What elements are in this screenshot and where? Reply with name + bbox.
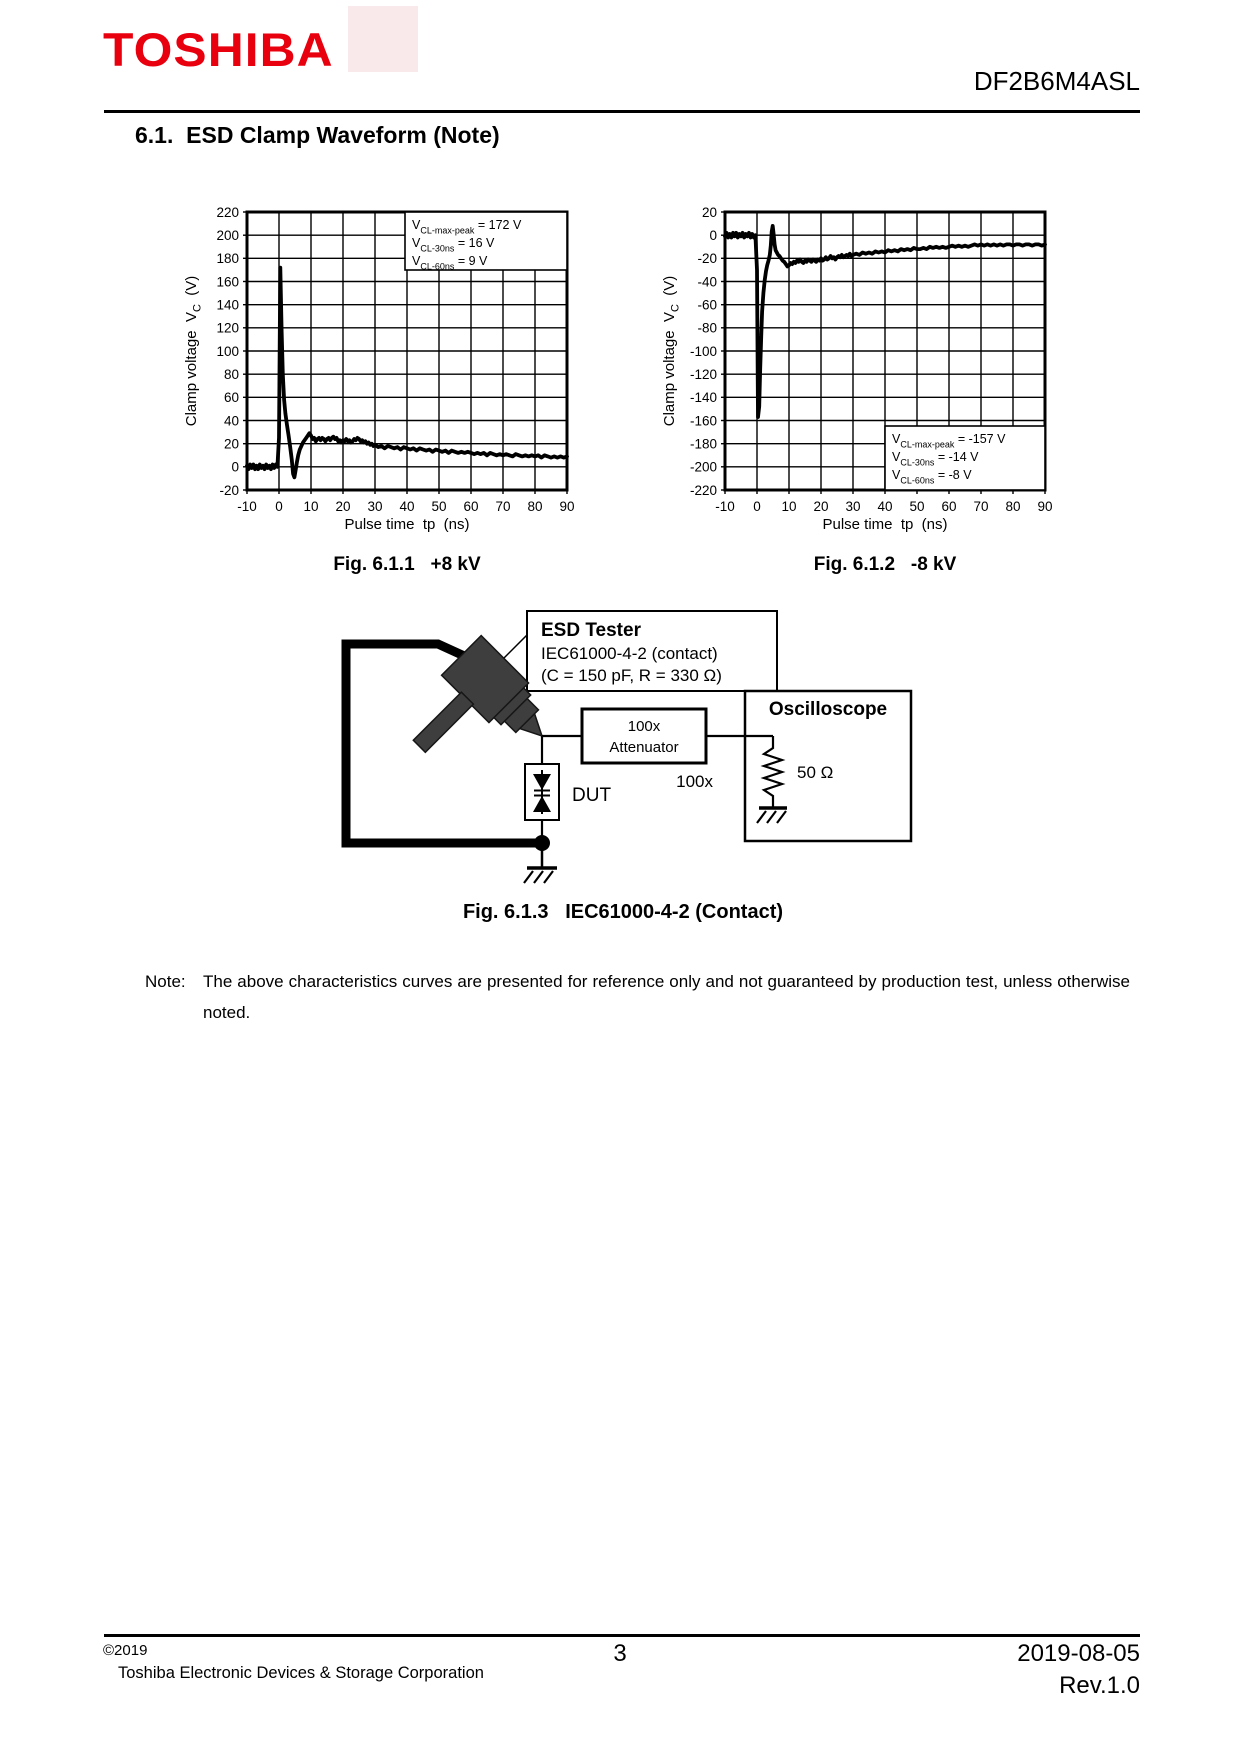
y-tick-label: 140	[216, 297, 239, 313]
scan-artifact	[348, 6, 418, 72]
note-label: Note:	[145, 972, 186, 991]
note-block	[145, 966, 1130, 1028]
y-tick-label: -140	[689, 390, 717, 406]
y-tick-label: 120	[216, 320, 239, 336]
x-tick-label: 20	[335, 499, 351, 514]
measurement-annotation: $V_{CL-60ns}$ $^{= -8 V}$	[892, 468, 972, 486]
x-tick-label: -10	[237, 499, 257, 514]
measurement-annotation: $V_{CL-30ns}$ $^{= 16 V}$	[412, 236, 495, 254]
ground-hatch	[534, 871, 543, 883]
esd-tester-title: ESD Tester	[541, 620, 641, 641]
fig-6-1-1-caption: Fig. 6.1.1 +8 kV	[333, 554, 481, 575]
x-tick-label: 0	[753, 499, 761, 514]
y-tick-label: 220	[216, 204, 239, 220]
footer-date: 2019-08-05	[1017, 1640, 1140, 1667]
y-tick-label: 0	[231, 459, 239, 475]
y-tick-label: 100	[216, 343, 239, 359]
y-tick-label: -40	[697, 274, 717, 290]
part-number: DF2B6M4ASL	[973, 66, 1140, 96]
measurement-annotation: $V_{CL-max-peak}$ $^{= -157 V}$	[892, 432, 1006, 450]
y-tick-label: 20	[223, 436, 239, 452]
x-tick-label: 60	[463, 499, 479, 514]
y-tick-label: 60	[223, 390, 239, 406]
footer-rule	[104, 1634, 1140, 1637]
oscilloscope-label: Oscilloscope	[768, 699, 888, 720]
y-tick-label: 160	[216, 274, 239, 290]
y-tick-label: -120	[689, 367, 717, 382]
dut-label: DUT	[572, 785, 612, 806]
x-tick-label: 30	[845, 499, 861, 514]
y-tick-label: 40	[223, 413, 239, 429]
y-axis-title: Clamp voltage $V_C$ (V)	[183, 275, 204, 427]
y-tick-label: 0	[709, 228, 717, 243]
test-circuit-diagram	[300, 590, 940, 910]
esd-gun-handle	[413, 692, 473, 752]
measurement-annotation: $V_{CL-60ns}$ $^{= 9 V}$	[412, 254, 488, 272]
y-tick-label: -80	[697, 320, 717, 336]
y-tick-label: 80	[223, 367, 239, 382]
footer-revision: Rev.1.0	[1059, 1672, 1140, 1699]
measurement-annotation: $V_{CL-max-peak}$ $^{= 172 V}$	[412, 218, 522, 236]
y-tick-label: -160	[689, 413, 717, 429]
y-tick-label: 200	[216, 228, 239, 243]
esd-tester-parameters: (C = 150 pF, R = 330 Ω)	[541, 666, 722, 685]
attenuator-label: Attenuator	[609, 739, 679, 756]
x-tick-label: 50	[431, 499, 447, 514]
y-tick-label: 180	[216, 251, 239, 267]
x-axis-title: Pulse time tp (ns)	[822, 516, 948, 533]
clamp-waveform-plot	[167, 198, 597, 543]
esd-tester-standard: IEC61000-4-2 (contact)	[541, 644, 718, 663]
x-tick-label: 40	[399, 499, 415, 514]
toshiba-logo: TOSHIBA	[103, 23, 334, 76]
y-tick-label: -60	[697, 297, 717, 313]
footer-copyright: ©2019	[103, 1642, 148, 1659]
x-tick-label: -10	[715, 499, 735, 514]
fig-6-1-2-caption: Fig. 6.1.2 -8 kV	[813, 554, 957, 575]
x-tick-label: 70	[495, 499, 511, 514]
x-tick-label: 50	[909, 499, 925, 514]
x-tick-label: 20	[813, 499, 829, 514]
attenuator-factor: 100x	[627, 718, 661, 735]
y-axis-title: Clamp voltage $V_C$ (V)	[661, 275, 682, 427]
note-text: The above characteristics curves are presented for reference only and not guaranteed by production test, unless otherwise noted.	[203, 972, 1130, 1022]
header-rule	[104, 110, 1140, 113]
x-tick-label: 80	[527, 499, 543, 514]
clamp-waveform-plot	[645, 198, 1075, 543]
x-tick-label: 60	[941, 499, 957, 514]
ground-hatch	[524, 871, 533, 883]
ground-hatch	[544, 871, 553, 883]
section-title: 6.1. ESD Clamp Waveform (Note)	[135, 122, 500, 148]
footer-company: Toshiba Electronic Devices & Storage Corporation	[118, 1664, 484, 1682]
x-tick-label: 40	[877, 499, 893, 514]
page-number: 3	[613, 1640, 627, 1667]
resistor-label: 50 Ω	[797, 763, 834, 782]
chart-fig-6-1-2	[645, 198, 1075, 543]
fig-6-1-3-caption: Fig. 6.1.3 IEC61000-4-2 (Contact)	[462, 901, 784, 923]
x-tick-label: 90	[1037, 499, 1053, 514]
measurement-annotation: $V_{CL-30ns}$ $^{= -14 V}$	[892, 450, 979, 468]
y-tick-label: 20	[701, 204, 717, 220]
x-tick-label: 0	[275, 499, 283, 514]
x-tick-label: 70	[973, 499, 989, 514]
y-tick-label: -220	[689, 482, 717, 498]
attenuation-label: 100x	[676, 772, 713, 791]
x-tick-label: 80	[1005, 499, 1021, 514]
chart-fig-6-1-1	[167, 198, 597, 543]
x-tick-label: 90	[559, 499, 575, 514]
x-axis-title: Pulse time tp (ns)	[344, 516, 470, 533]
x-tick-label: 30	[367, 499, 383, 514]
x-tick-label: 10	[303, 499, 319, 514]
y-tick-label: -20	[219, 482, 239, 498]
y-tick-label: -180	[689, 436, 717, 452]
x-tick-label: 10	[781, 499, 797, 514]
y-tick-label: -20	[697, 251, 717, 267]
y-tick-label: -100	[689, 343, 717, 359]
y-tick-label: -200	[689, 459, 717, 475]
